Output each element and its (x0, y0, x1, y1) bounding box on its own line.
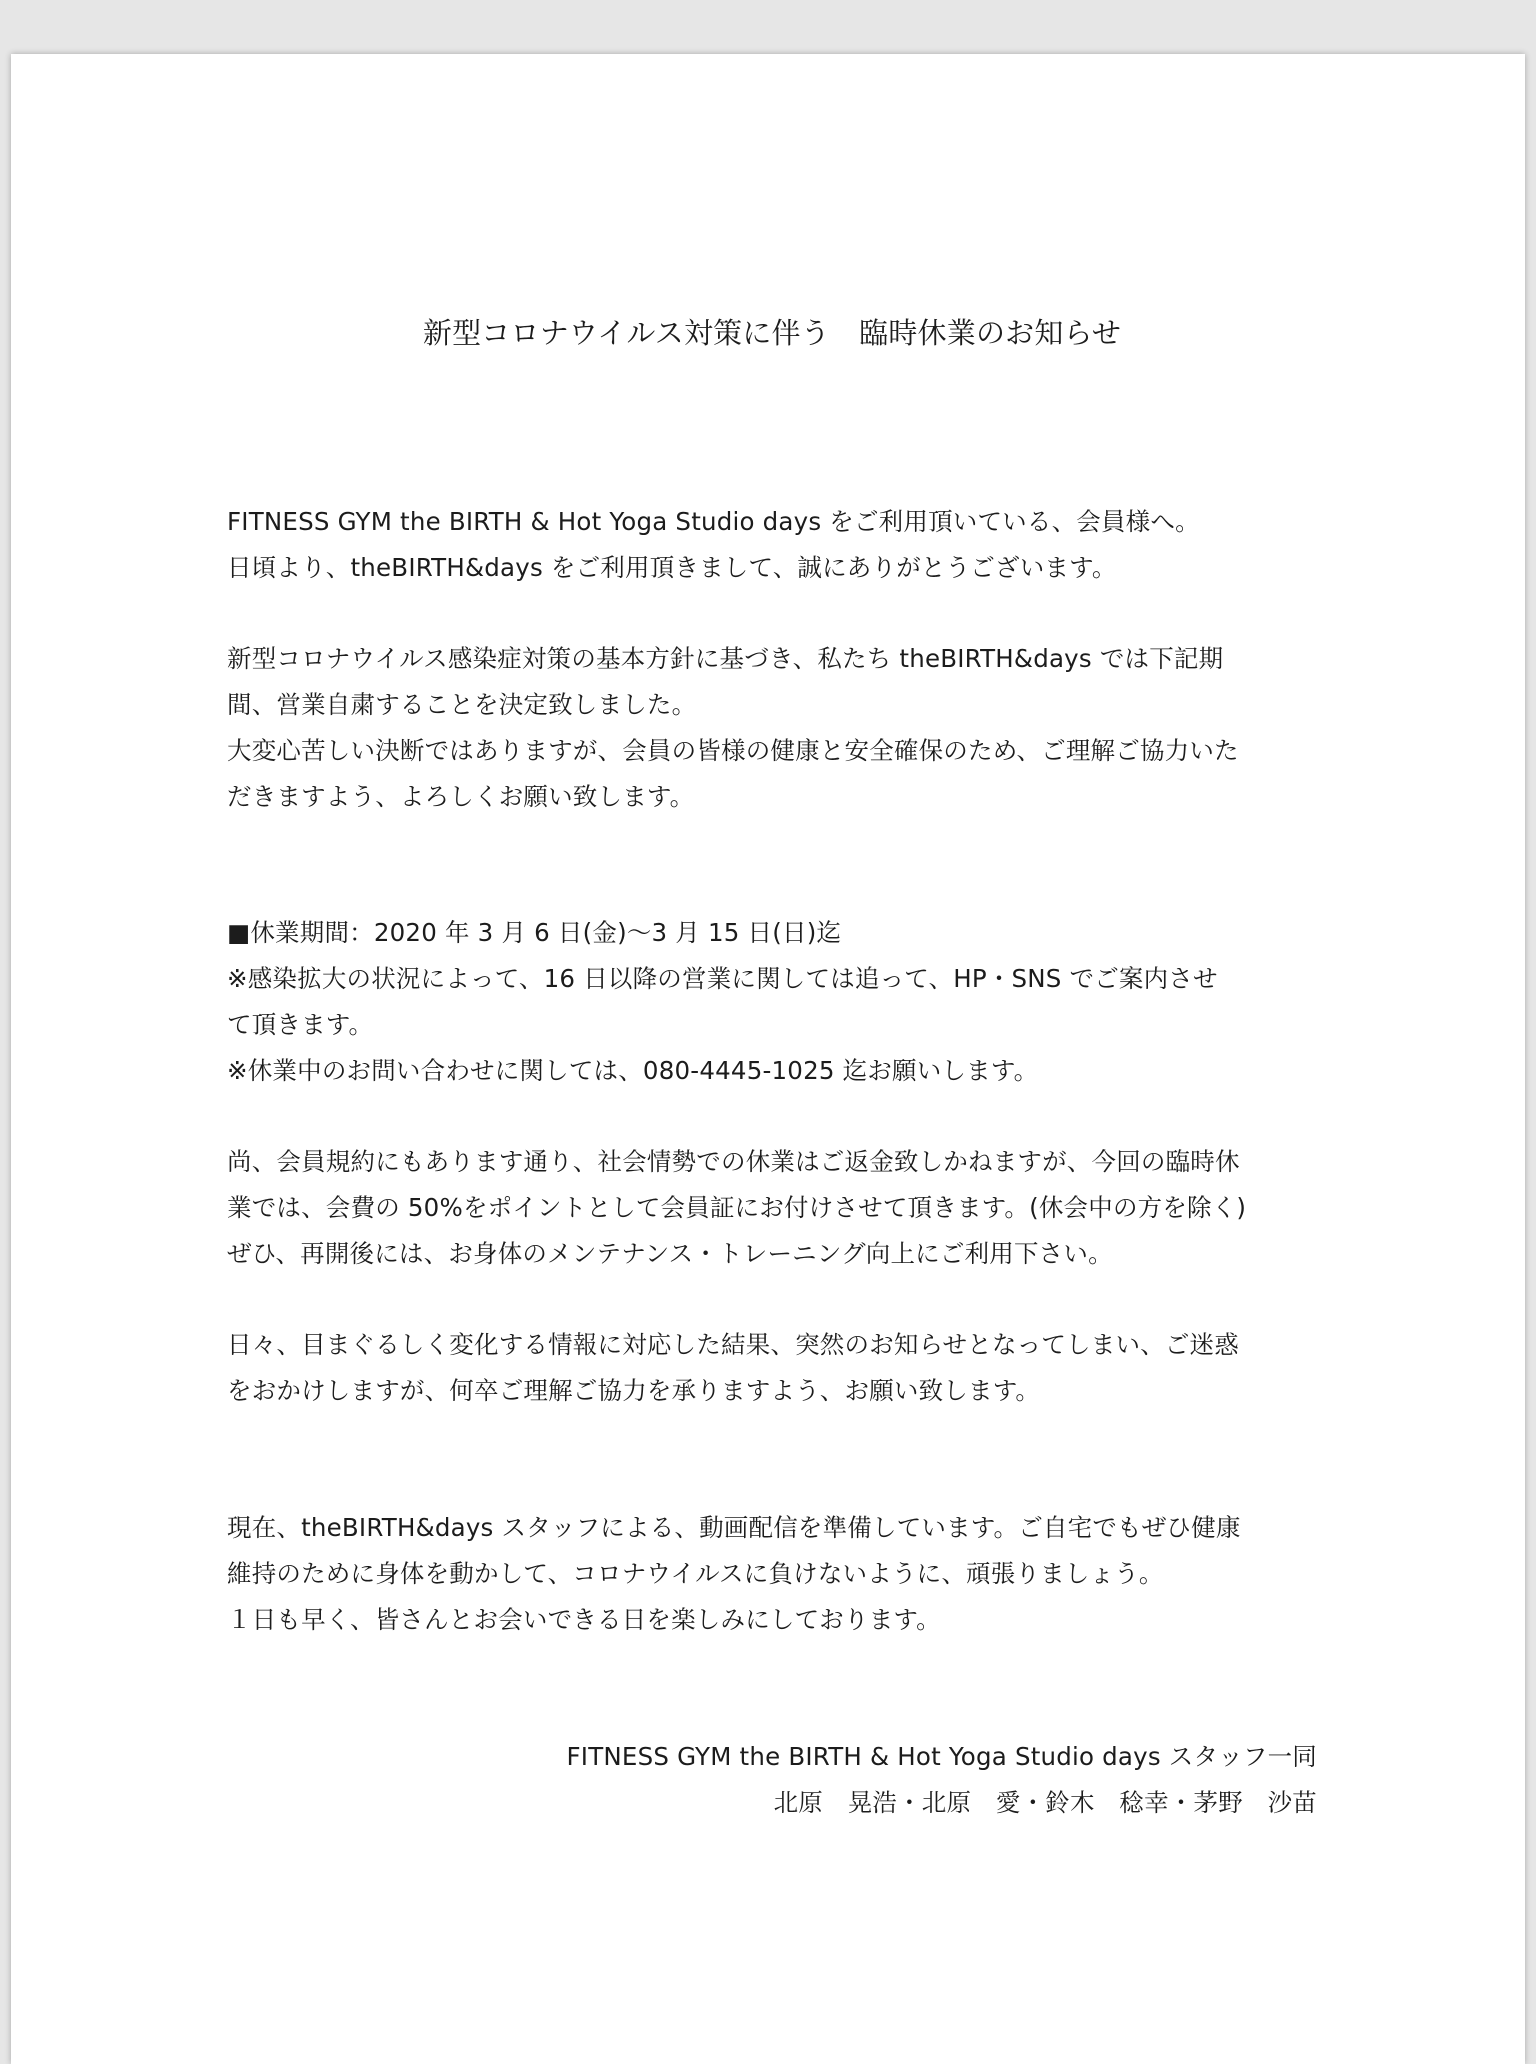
refund-paragraph (227, 1139, 1317, 1277)
text-line: 大変心苦しい決断ではありますが、会員の皆様の健康と安全確保のため、ご理解ご協力いた (227, 736, 1239, 765)
closure-period: ■休業期間：2020 年 3 月 6 日(金)〜3 月 15 日(日)迄 (227, 918, 842, 947)
text-line: ※感染拡大の状況によって、16 日以降の営業に関しては追って、HP・SNS でご案内させ (227, 964, 1218, 993)
contact-line: ※休業中のお問い合わせに関しては、080-4445-1025 迄お願いします。 (227, 1056, 1039, 1085)
text-line: 維持のために身体を動かして、コロナウイルスに負けないように、頑張りましょう。 (227, 1559, 1164, 1588)
text-line: だきますよう、よろしくお願い致します。 (227, 782, 695, 811)
apology-paragraph (227, 1322, 1317, 1414)
notice-title: 新型コロナウイルス対策に伴う 臨時休業のお知らせ (422, 316, 1122, 350)
text-line: 現在、theBIRTH&days スタッフによる、動画配信を準備しています。ご自宅でもぜひ健康 (227, 1513, 1241, 1542)
greeting-paragraph (227, 499, 1317, 591)
signature-names: 北原 晃浩・北原 愛・鈴木 稔幸・茅野 沙苗 (773, 1788, 1317, 1817)
text-line: 新型コロナウイルス感染症対策の基本方針に基づき、私たち theBIRTH&days では下記期 (227, 644, 1224, 673)
text-line: 業では、会費の 50%をポイントとして会員証にお付けさせて頂きます。(休会中の方を除く) (227, 1193, 1247, 1222)
signature-block (227, 1734, 1317, 1826)
text-line: FITNESS GYM the BIRTH & Hot Yoga Studio days をご利用頂いている、会員様へ。 (227, 507, 1200, 536)
closing-paragraph (227, 1505, 1317, 1643)
text-line: 日々、目まぐるしく変化する情報に対応した結果、突然のお知らせとなってしまい、ご迷惑 (227, 1330, 1239, 1359)
decision-paragraph (227, 636, 1317, 820)
signature-team: FITNESS GYM the BIRTH & Hot Yoga Studio days スタッフ一同 (566, 1742, 1317, 1771)
text-line: 尚、会員規約にもあります通り、社会情勢での休業はご返金致しかねますが、今回の臨時休 (227, 1147, 1240, 1176)
closure-period-section (227, 910, 1317, 1094)
text-line: ぜひ、再開後には、お身体のメンテナンス・トレーニング向上にご利用下さい。 (227, 1239, 1113, 1268)
document-page (11, 54, 1525, 2064)
text-line: 日頃より、theBIRTH&days をご利用頂きまして、誠にありがとうございます。 (227, 553, 1117, 582)
text-line: をおかけしますが、何卒ご理解ご協力を承りますよう、お願い致します。 (227, 1376, 1041, 1405)
text-line: て頂きます。 (227, 1010, 374, 1039)
text-line: 間、営業自粛することを決定致しました。 (227, 690, 697, 719)
text-line: １日も早く、皆さんとお会いできる日を楽しみにしております。 (227, 1605, 941, 1634)
